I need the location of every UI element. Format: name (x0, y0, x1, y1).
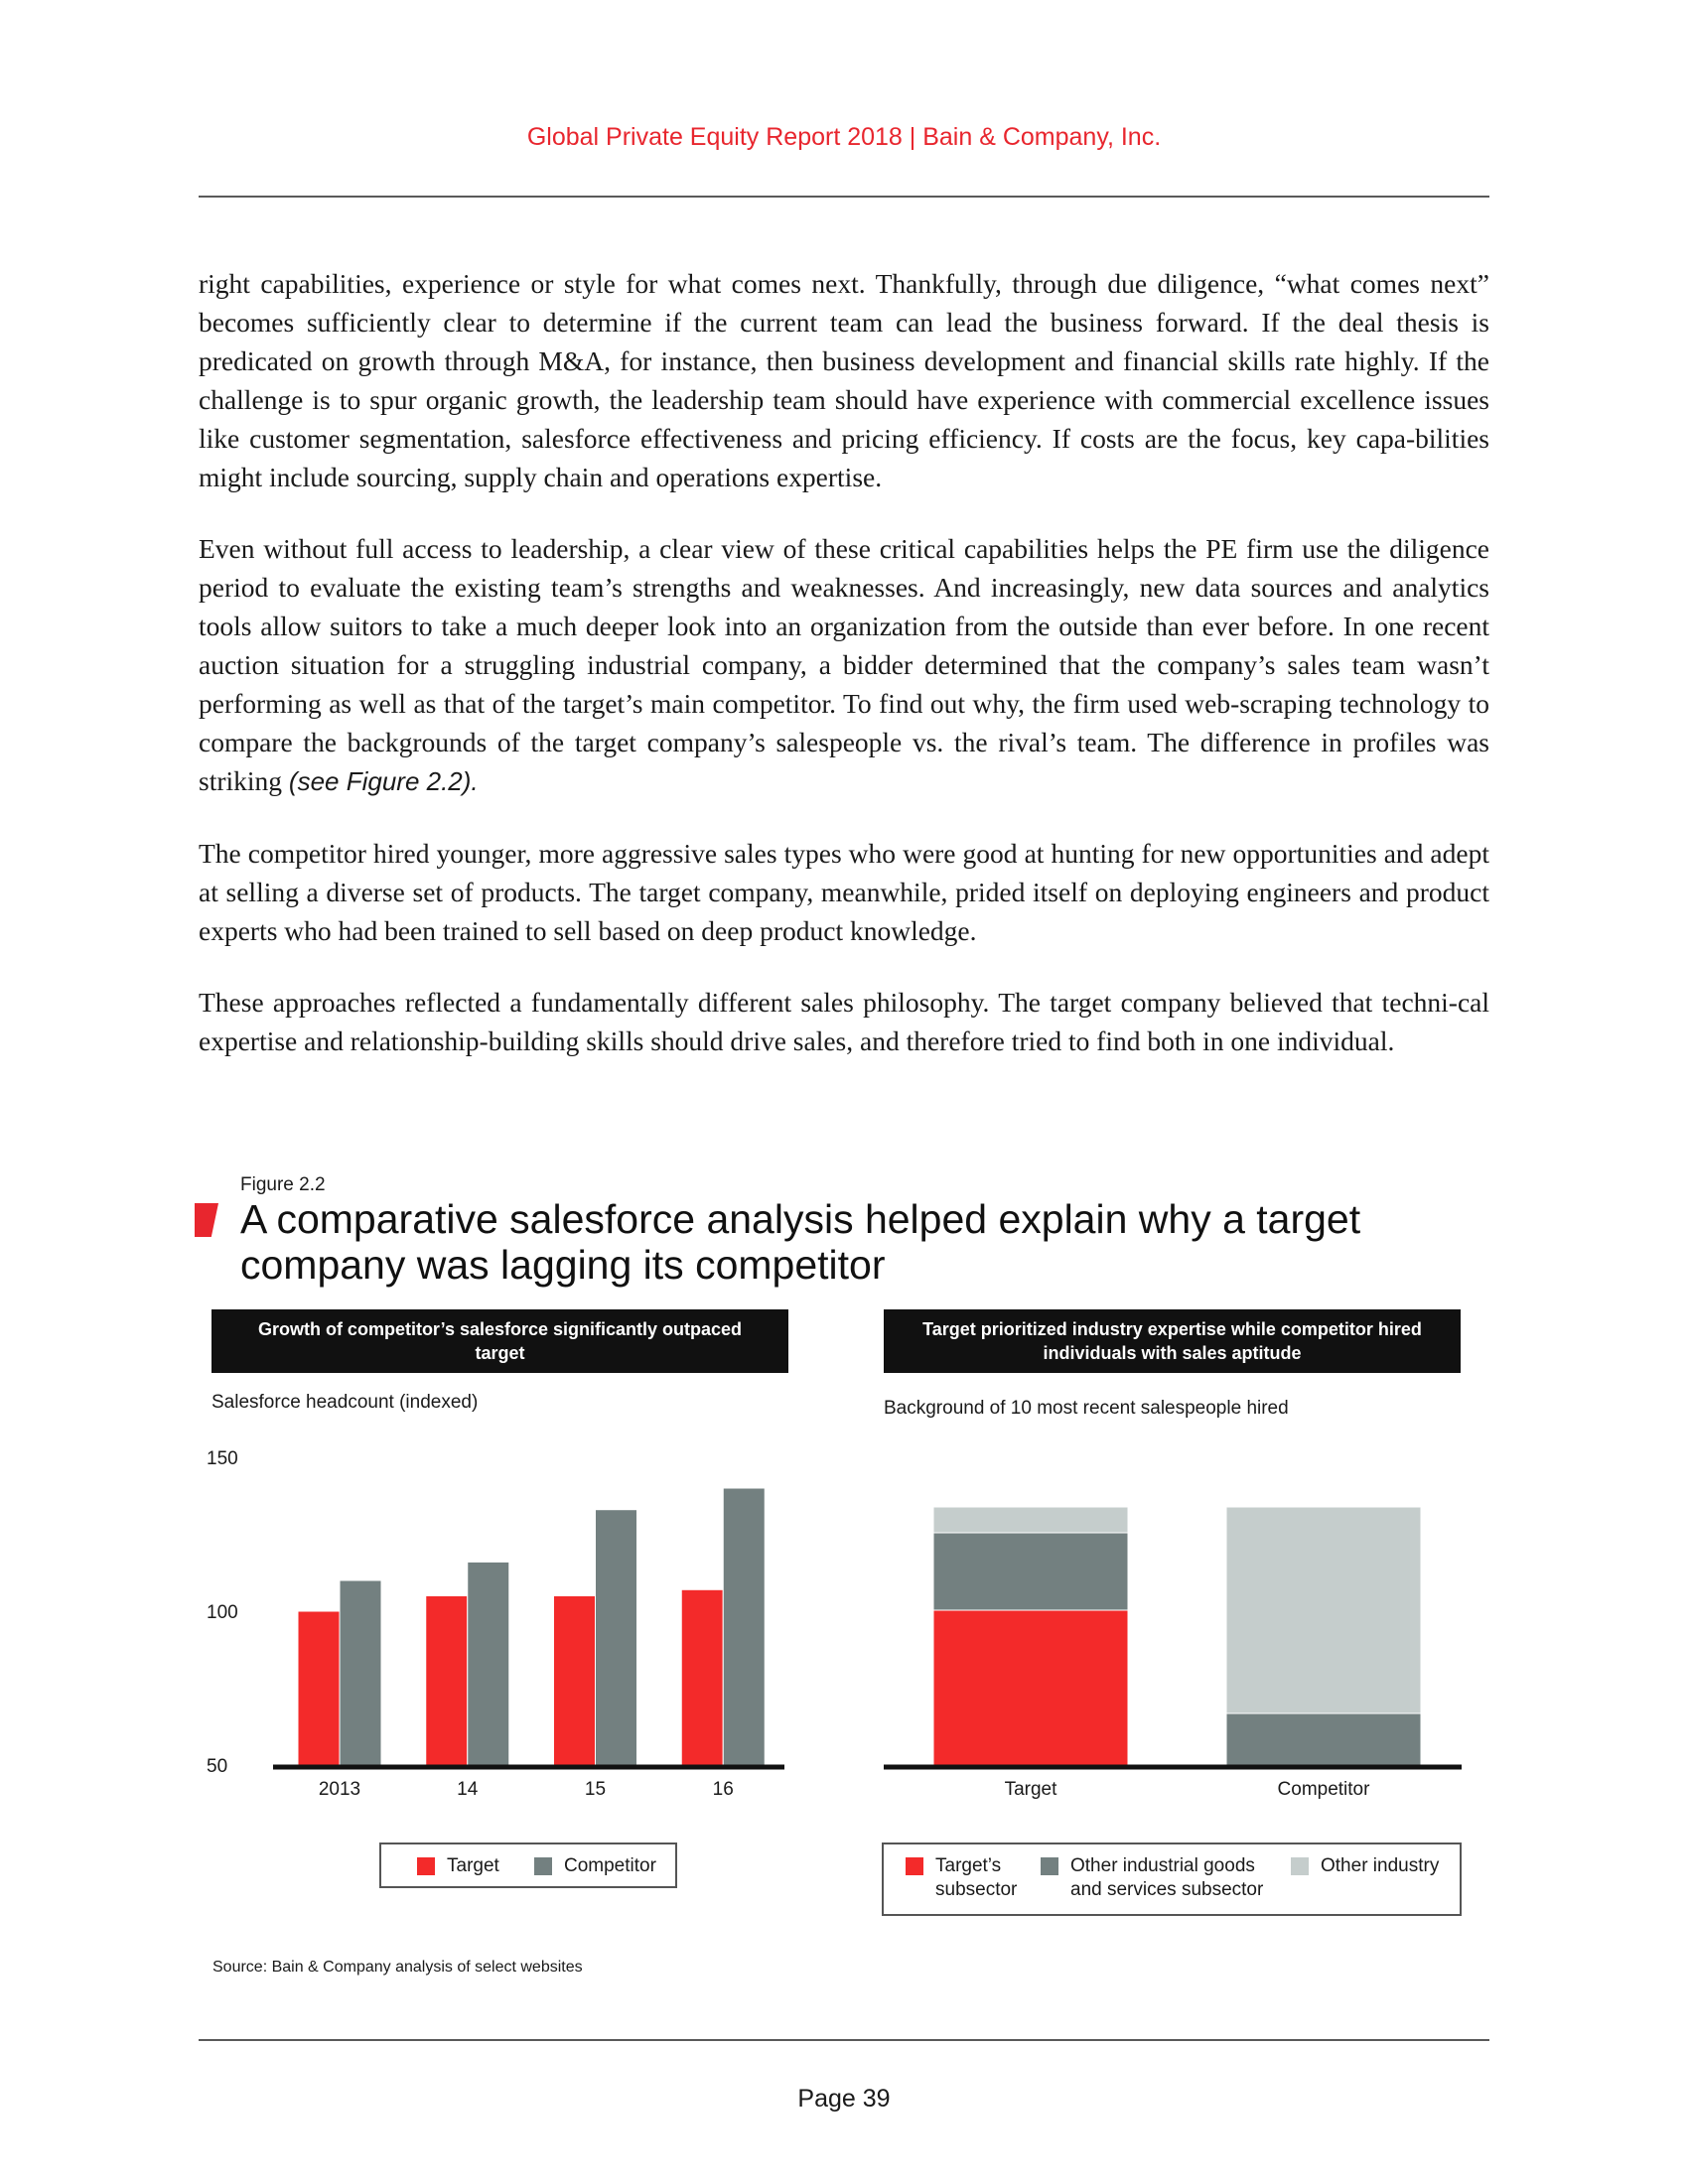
x-tick-label-3: 16 (712, 1779, 734, 1800)
figure-title: A comparative salesforce analysis helped explain why a target company was lagging its competitor (240, 1196, 1361, 1288)
stack-competitor-segment-1 (1226, 1713, 1421, 1765)
right-legend (882, 1843, 1462, 1916)
right-panel-header: Target prioritized industry expertise while competitor hired individuals with sales aptitude (884, 1309, 1461, 1373)
right-panel-subtitle: Background of 10 most recent salespeople hired (884, 1398, 1289, 1419)
y-tick-label-1: 100 (207, 1602, 238, 1623)
left-legend (379, 1843, 677, 1888)
legend-label-other-industrial: Other industrial goods and services subsector (1070, 1855, 1264, 1900)
legend-label-targets-subsector: Target’s subsector (935, 1855, 1018, 1900)
legend-item-competitor (534, 1854, 656, 1878)
legend-swatch-other-industry (1291, 1857, 1309, 1875)
figure-marker-icon (195, 1203, 218, 1237)
legend-swatch-competitor (534, 1857, 552, 1875)
category-label-target: Target (1004, 1779, 1057, 1800)
background-stacked-chart (874, 1430, 1470, 1827)
body-text (199, 264, 1489, 1093)
header-rule (199, 196, 1489, 198)
bar-competitor-15 (596, 1510, 637, 1765)
stack-target-segment-1 (933, 1533, 1128, 1610)
paragraph-3: The competitor hired younger, more aggressive sales types who were good at hunting for new opportunities and adept at selling a diverse set of products. The target company, meanwhile, prided itself on deploying engineers and product experts who had been trained to sell based on deep product knowledge. (199, 838, 1489, 946)
paragraph-1: right capabilities, experience or style for what comes next. Thankfully, through due diligence, “what comes next” becomes sufficiently clear to determine if the current team can lead the business forward. If the deal thesis is predicated on growth through M&A, for instance, then business development and financial skills rate highly. If the challenge is to spur organic growth, the leadership team should have experience with commercial excellence issues like customer segmentation, salesforce effectiveness and pricing efficiency. If costs are the focus, key capa-bilities might include sourcing, supply chain and operations expertise. (199, 268, 1489, 492)
x-tick-label-0: 2013 (318, 1779, 361, 1800)
paragraph-2 (199, 529, 1489, 801)
x-tick-label-2: 15 (584, 1779, 607, 1800)
stack-target-segment-2 (933, 1507, 1128, 1533)
x-tick-label-1: 14 (457, 1779, 479, 1800)
bar-target-16 (681, 1589, 723, 1765)
legend-item-target (417, 1854, 499, 1878)
legend-label-competitor: Competitor (564, 1855, 656, 1876)
headcount-bar-chart (199, 1430, 794, 1827)
legend-swatch-other-industrial (1041, 1857, 1058, 1875)
footer-rule (199, 2039, 1489, 2041)
legend-label-other-industry: Other industry (1321, 1855, 1440, 1876)
left-panel-header: Growth of competitor’s salesforce significantly outpaced target (211, 1309, 788, 1373)
legend-swatch-target (417, 1857, 435, 1875)
y-tick-label-2: 150 (207, 1448, 238, 1469)
figure-reference-link[interactable]: (see Figure 2.2). (288, 766, 479, 796)
figure-source: Source: Bain & Company analysis of select websites (212, 1959, 583, 1976)
paragraph-4: These approaches reflected a fundamentally different sales philosophy. The target company believed that techni-cal expertise and relationship-building skills should drive sales, and therefore tried to find both in one individual. (199, 987, 1489, 1056)
legend-label-target: Target (447, 1855, 499, 1876)
figure-label: Figure 2.2 (240, 1174, 326, 1195)
bar-target-15 (554, 1596, 596, 1766)
stack-competitor-segment-2 (1226, 1507, 1421, 1713)
legend-swatch-targets-subsector (906, 1857, 923, 1875)
legend-item-other-industry (1291, 1854, 1439, 1878)
bar-competitor-14 (468, 1562, 509, 1765)
category-label-competitor: Competitor (1277, 1779, 1370, 1800)
bar-target-14 (426, 1596, 468, 1766)
legend-item-targets-subsector (906, 1854, 1045, 1902)
bar-target-2013 (298, 1611, 340, 1765)
y-tick-label-0: 50 (207, 1756, 228, 1777)
left-panel-subtitle: Salesforce headcount (indexed) (211, 1392, 479, 1413)
legend-item-other-industrial (1041, 1854, 1289, 1902)
bar-competitor-16 (723, 1488, 765, 1765)
bar-competitor-2013 (340, 1580, 381, 1765)
page-number: Page 39 (797, 2085, 891, 2113)
paragraph-2-text: Even without full access to leadership, a clear view of these critical capabilities helps the PE firm use the diligence period to evaluate the existing team’s strengths and weaknesses. And increasingly, new data sources and analytics tools allow suitors to take a much deeper look into an organization from the outside than ever before. In one recent auction situation for a struggling industrial company, a bidder determined that the company’s sales team wasn’t performing as well as that of the target’s main competitor. To find out why, the firm used web-scraping technology to compare the backgrounds of the target company’s salespeople vs. the rival’s team. The difference in profiles was striking (199, 533, 1489, 796)
stack-target-segment-0 (933, 1610, 1128, 1765)
running-header: Global Private Equity Report 2018 | Bain & Company, Inc. (526, 123, 1162, 151)
